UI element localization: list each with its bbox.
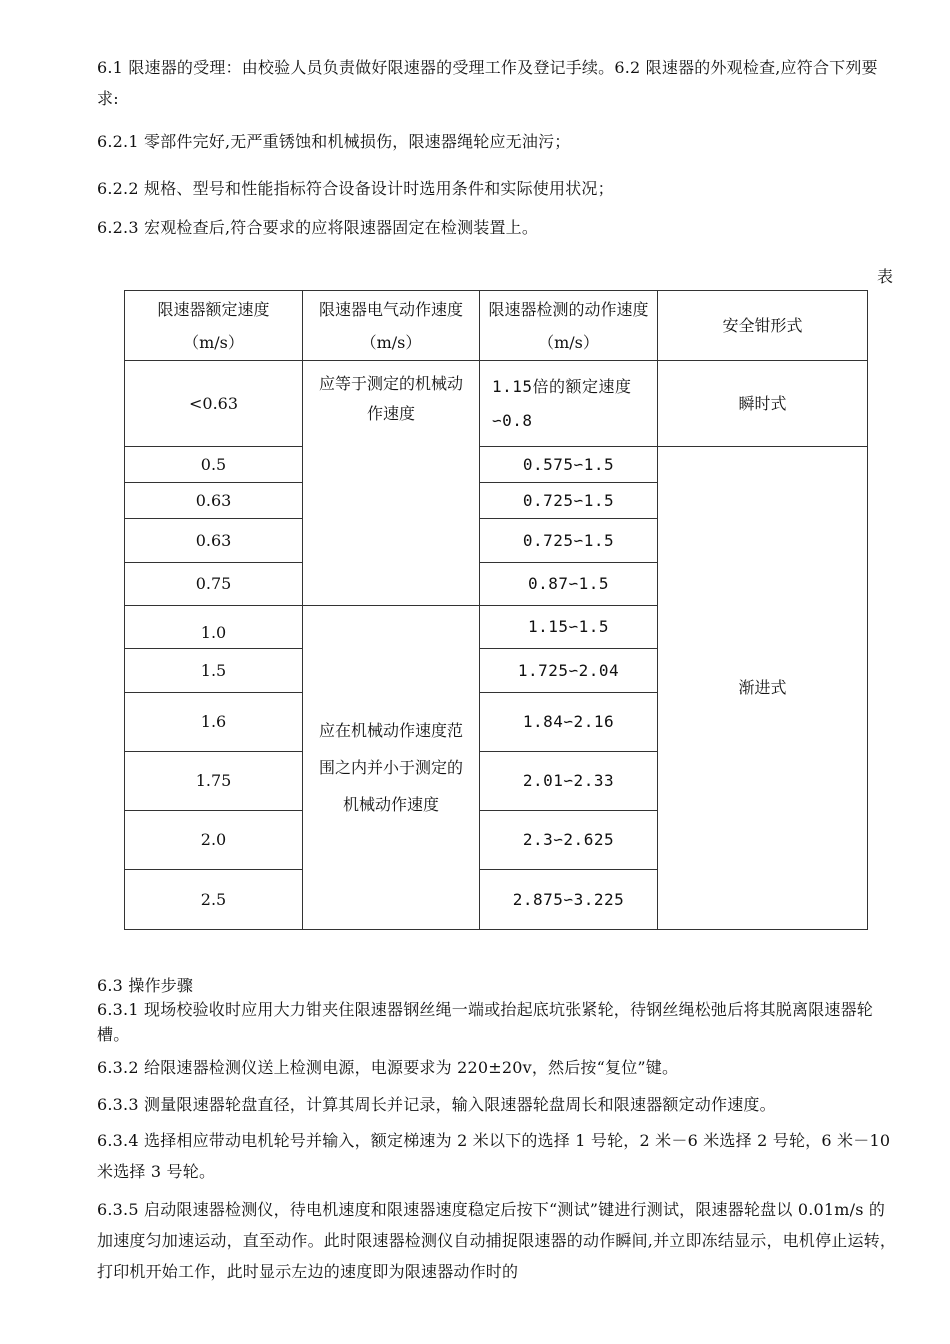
rated-speed-cell: <0.63 [125,361,303,447]
paragraph-6-3-5: 6.3.5 启动限速器检测仪，待电机速度和限速器速度稳定后按下“测试”键进行测试，限速器轮盘以 0.01m/s 的加速度匀加速运动，直至动作。此时限速器检测仪自动捕捉限速器的动作瞬间,并立即冻结显示，电机停止运转，打印机开始工作，此时显示左边的速度即为限速器动作时的 [97,1200,897,1281]
paragraph-6-2-2: 6.2.2 规格、型号和性能指标符合设备设计时选用条件和实际使用状况； [97,179,614,198]
rated-speed-cell: 1.5 [125,649,303,693]
table-caption: 表 [877,267,894,286]
rated-speed-cell: 0.63 [125,483,303,519]
electric-speed-group-1: 应等于测定的机械动作速度 [303,361,480,606]
detect-speed-cell: 1.15倍的额定速度∽0.8 [480,361,658,447]
detect-speed-cell: 0.725∽1.5 [480,519,658,563]
detect-speed-cell: 0.87∽1.5 [480,563,658,606]
rated-speed-cell: 1.0 [125,606,303,649]
header-safety-gear: 安全钳形式 [658,291,868,361]
safety-gear-instant: 瞬时式 [658,361,868,447]
header-detect-speed: 限速器检测的动作速度（m/s） [480,291,658,361]
detect-speed-cell: 0.575∽1.5 [480,447,658,483]
rated-speed-cell: 2.0 [125,811,303,870]
rated-speed-cell: 0.5 [125,447,303,483]
electric-speed-group-2: 应在机械动作速度范围之内并小于测定的机械动作速度 [303,606,480,930]
detect-speed-cell: 1.15∽1.5 [480,606,658,649]
paragraph-6-3-1: 6.3.1 现场校验收时应用大力钳夹住限速器钢丝绳一端或抬起底坑张紧轮，待钢丝绳松弛后将其脱离限速器轮槽。 [97,1000,873,1044]
paragraph-6-2-1: 6.2.1 零部件完好,无严重锈蚀和机械损伤，限速器绳轮应无油污； [97,132,571,151]
rated-speed-cell: 1.6 [125,693,303,752]
table-row [125,447,868,483]
detect-speed-cell: 1.84∽2.16 [480,693,658,752]
table-row [125,361,868,447]
header-electric-speed: 限速器电气动作速度（m/s） [303,291,480,361]
paragraph-6-3-2: 6.3.2 给限速器检测仪送上检测电源，电源要求为 220±20v，然后按“复位”键。 [97,1058,679,1077]
rated-speed-cell: 0.63 [125,519,303,563]
paragraph-6-1: 6.1 限速器的受理：由校验人员负责做好限速器的受理工作及登记手续。6.2 限速器的外观检查,应符合下列要求: [97,58,878,108]
section-6-3-heading: 6.3 操作步骤 [97,976,194,995]
safety-gear-progressive: 渐进式 [658,447,868,930]
detect-speed-cell: 0.725∽1.5 [480,483,658,519]
rated-speed-cell: 2.5 [125,870,303,930]
paragraph-6-3-3: 6.3.3 测量限速器轮盘直径，计算其周长并记录，输入限速器轮盘周长和限速器额定动作速度。 [97,1095,776,1114]
paragraph-6-3-4: 6.3.4 选择相应带动电机轮号并输入，额定梯速为 2 米以下的选择 1 号轮，2 米－6 米选择 2 号轮，6 米－10 米选择 3 号轮。 [97,1131,891,1181]
rated-speed-cell: 1.75 [125,752,303,811]
header-rated-speed: 限速器额定速度（m/s） [125,291,303,361]
detect-speed-cell: 1.725∽2.04 [480,649,658,693]
rated-speed-cell: 0.75 [125,563,303,606]
paragraph-6-2-3: 6.2.3 宏观检查后,符合要求的应将限速器固定在检测装置上。 [97,218,539,237]
speed-limiter-table [124,290,868,930]
detect-speed-cell: 2.875∽3.225 [480,870,658,930]
detect-speed-cell: 2.3∽2.625 [480,811,658,870]
detect-speed-cell: 2.01∽2.33 [480,752,658,811]
table-header-row [125,291,868,361]
